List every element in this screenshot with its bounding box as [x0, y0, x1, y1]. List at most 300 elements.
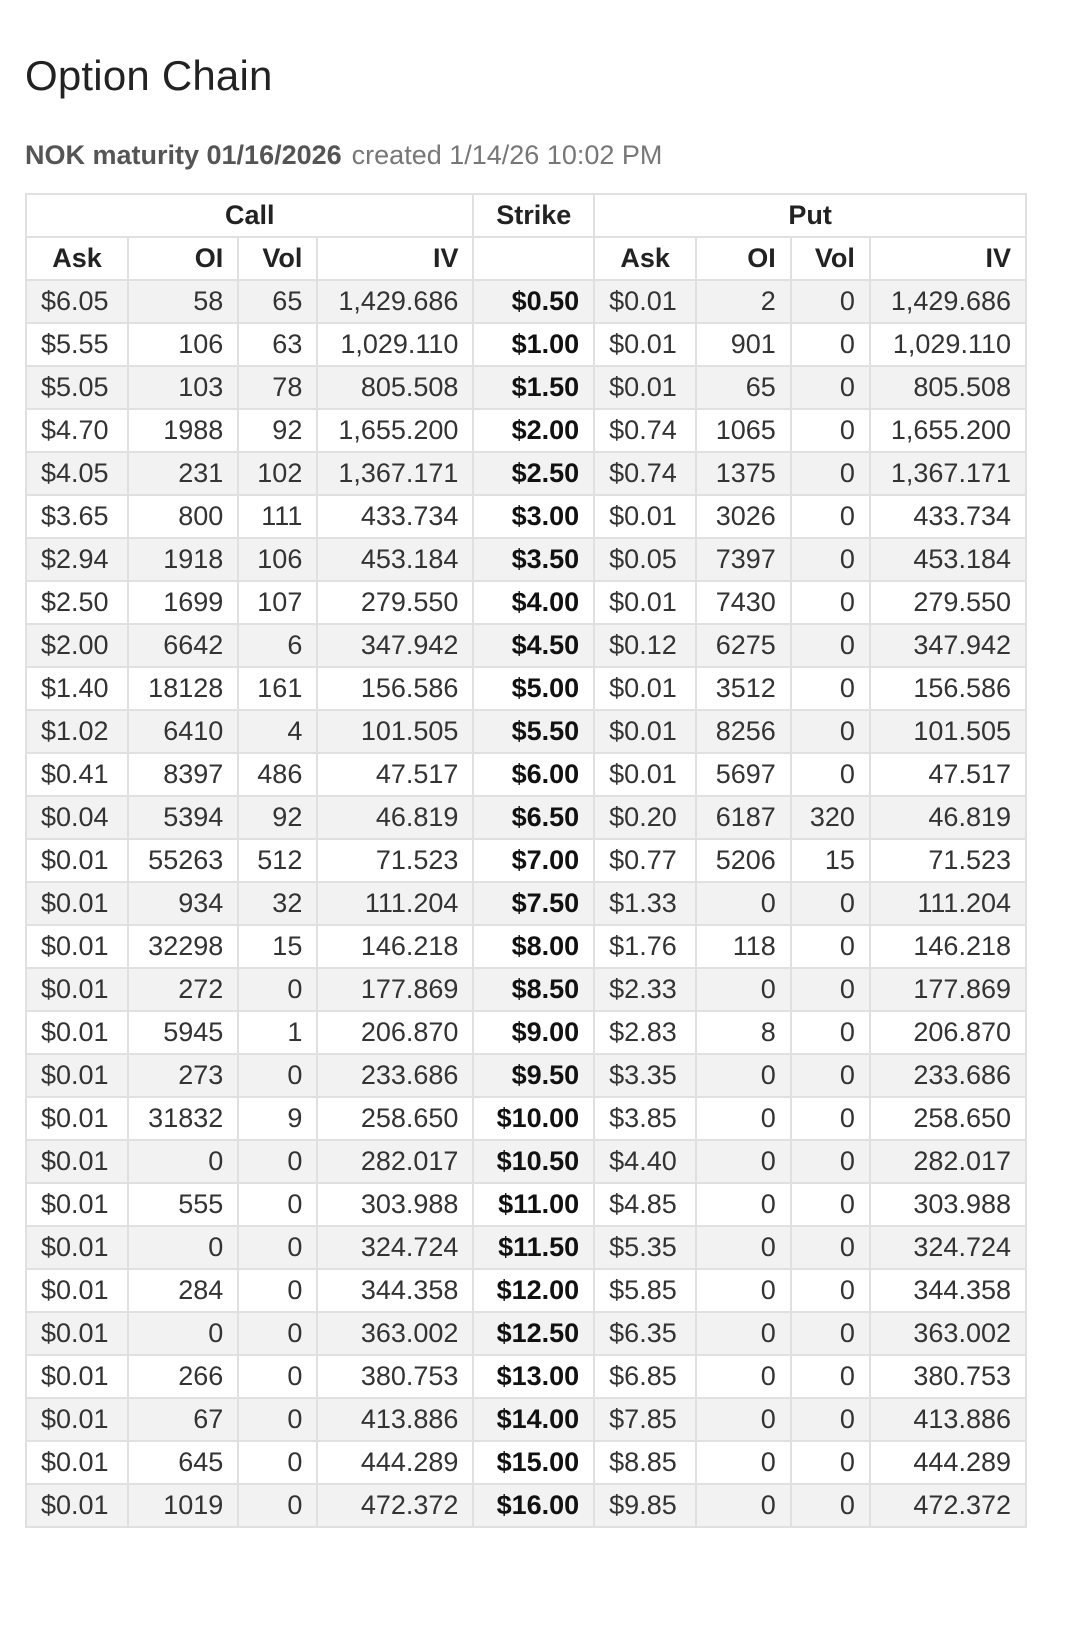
call-vol-header: Vol: [238, 237, 317, 280]
strike-cell: $10.00: [473, 1097, 594, 1140]
put-ask-cell: $0.01: [594, 581, 696, 624]
call-vol-cell: 1: [238, 1011, 317, 1054]
put-iv-cell: 453.184: [870, 538, 1026, 581]
put-vol-header: Vol: [791, 237, 870, 280]
call-vol-cell: 65: [238, 280, 317, 323]
put-iv-cell: 1,029.110: [870, 323, 1026, 366]
table-row: [26, 495, 1026, 538]
put-vol-cell: 0: [791, 1097, 870, 1140]
strike-cell: $2.50: [473, 452, 594, 495]
put-oi-cell: 5206: [696, 839, 791, 882]
call-ask-header: Ask: [26, 237, 128, 280]
put-oi-cell: 0: [696, 1226, 791, 1269]
put-ask-cell: $6.85: [594, 1355, 696, 1398]
call-oi-cell: 6410: [128, 710, 238, 753]
call-oi-cell: 5394: [128, 796, 238, 839]
put-iv-cell: 472.372: [870, 1484, 1026, 1527]
call-ask-cell: $1.02: [26, 710, 128, 753]
table-row: [26, 538, 1026, 581]
call-iv-cell: 380.753: [317, 1355, 473, 1398]
put-ask-cell: $0.01: [594, 280, 696, 323]
strike-cell: $9.00: [473, 1011, 594, 1054]
strike-cell: $15.00: [473, 1441, 594, 1484]
call-ask-cell: $0.01: [26, 1441, 128, 1484]
put-ask-cell: $4.85: [594, 1183, 696, 1226]
put-vol-cell: 0: [791, 1140, 870, 1183]
strike-cell: $7.50: [473, 882, 594, 925]
call-oi-cell: 31832: [128, 1097, 238, 1140]
call-iv-cell: 233.686: [317, 1054, 473, 1097]
table-row: [26, 753, 1026, 796]
call-ask-cell: $0.41: [26, 753, 128, 796]
call-ask-cell: $0.01: [26, 1011, 128, 1054]
put-vol-cell: 0: [791, 495, 870, 538]
call-ask-cell: $6.05: [26, 280, 128, 323]
table-row: [26, 1355, 1026, 1398]
call-oi-cell: 1699: [128, 581, 238, 624]
put-iv-cell: 282.017: [870, 1140, 1026, 1183]
table-row: [26, 882, 1026, 925]
put-ask-cell: $0.01: [594, 667, 696, 710]
call-ask-cell: $2.50: [26, 581, 128, 624]
put-oi-cell: 0: [696, 1398, 791, 1441]
put-ask-cell: $0.01: [594, 753, 696, 796]
put-iv-cell: 344.358: [870, 1269, 1026, 1312]
call-iv-cell: 282.017: [317, 1140, 473, 1183]
call-iv-cell: 1,367.171: [317, 452, 473, 495]
put-oi-cell: 0: [696, 1140, 791, 1183]
put-oi-cell: 8: [696, 1011, 791, 1054]
call-oi-cell: 555: [128, 1183, 238, 1226]
put-ask-cell: $0.77: [594, 839, 696, 882]
put-ask-cell: $0.05: [594, 538, 696, 581]
put-vol-cell: 0: [791, 624, 870, 667]
put-oi-cell: 65: [696, 366, 791, 409]
put-group-header: Put: [594, 194, 1026, 237]
call-iv-cell: 111.204: [317, 882, 473, 925]
call-oi-cell: 0: [128, 1312, 238, 1355]
put-oi-cell: 0: [696, 1097, 791, 1140]
call-ask-cell: $0.01: [26, 968, 128, 1011]
call-iv-cell: 347.942: [317, 624, 473, 667]
call-oi-cell: 0: [128, 1226, 238, 1269]
strike-cell: $5.50: [473, 710, 594, 753]
call-vol-cell: 9: [238, 1097, 317, 1140]
put-iv-cell: 303.988: [870, 1183, 1026, 1226]
put-oi-cell: 7430: [696, 581, 791, 624]
call-iv-cell: 258.650: [317, 1097, 473, 1140]
strike-cell: $6.50: [473, 796, 594, 839]
strike-cell: $11.50: [473, 1226, 594, 1269]
put-vol-cell: 0: [791, 1269, 870, 1312]
strike-cell: $1.50: [473, 366, 594, 409]
table-row: [26, 1011, 1026, 1054]
put-vol-cell: 320: [791, 796, 870, 839]
put-ask-cell: $2.83: [594, 1011, 696, 1054]
call-iv-cell: 146.218: [317, 925, 473, 968]
put-oi-cell: 3026: [696, 495, 791, 538]
put-iv-cell: 363.002: [870, 1312, 1026, 1355]
put-oi-cell: 0: [696, 1441, 791, 1484]
call-ask-cell: $5.55: [26, 323, 128, 366]
put-iv-cell: 347.942: [870, 624, 1026, 667]
put-ask-cell: $1.76: [594, 925, 696, 968]
put-ask-header: Ask: [594, 237, 696, 280]
call-vol-cell: 92: [238, 409, 317, 452]
call-iv-cell: 71.523: [317, 839, 473, 882]
call-ask-cell: $0.01: [26, 1355, 128, 1398]
strike-cell: $10.50: [473, 1140, 594, 1183]
table-row: [26, 581, 1026, 624]
call-iv-cell: 433.734: [317, 495, 473, 538]
strike-cell: $2.00: [473, 409, 594, 452]
put-ask-cell: $0.12: [594, 624, 696, 667]
put-vol-cell: 0: [791, 667, 870, 710]
put-iv-cell: 433.734: [870, 495, 1026, 538]
table-row: [26, 409, 1026, 452]
put-ask-cell: $5.35: [594, 1226, 696, 1269]
strike-cell: $14.00: [473, 1398, 594, 1441]
put-iv-cell: 279.550: [870, 581, 1026, 624]
call-oi-cell: 55263: [128, 839, 238, 882]
call-iv-cell: 472.372: [317, 1484, 473, 1527]
call-oi-cell: 8397: [128, 753, 238, 796]
put-vol-cell: 0: [791, 753, 870, 796]
call-oi-cell: 0: [128, 1140, 238, 1183]
chain-subtitle: [25, 140, 662, 171]
strike-cell: $8.50: [473, 968, 594, 1011]
call-oi-cell: 103: [128, 366, 238, 409]
call-vol-cell: 0: [238, 1054, 317, 1097]
table-row: [26, 366, 1026, 409]
table-row: [26, 1140, 1026, 1183]
put-vol-cell: 0: [791, 1226, 870, 1269]
call-ask-cell: $3.65: [26, 495, 128, 538]
put-vol-cell: 0: [791, 925, 870, 968]
call-oi-cell: 5945: [128, 1011, 238, 1054]
call-ask-cell: $1.40: [26, 667, 128, 710]
put-ask-cell: $4.40: [594, 1140, 696, 1183]
table-row: [26, 1398, 1026, 1441]
strike-cell: $4.50: [473, 624, 594, 667]
put-ask-cell: $0.74: [594, 452, 696, 495]
put-ask-cell: $3.35: [594, 1054, 696, 1097]
strike-header: [473, 237, 594, 280]
call-ask-cell: $0.01: [26, 1183, 128, 1226]
call-ask-cell: $0.01: [26, 1226, 128, 1269]
put-vol-cell: 0: [791, 1441, 870, 1484]
call-vol-cell: 111: [238, 495, 317, 538]
table-row: [26, 323, 1026, 366]
call-iv-cell: 1,655.200: [317, 409, 473, 452]
column-header-row: [26, 237, 1026, 280]
call-oi-cell: 645: [128, 1441, 238, 1484]
call-oi-cell: 1918: [128, 538, 238, 581]
strike-cell: $1.00: [473, 323, 594, 366]
put-iv-cell: 46.819: [870, 796, 1026, 839]
strike-cell: $4.00: [473, 581, 594, 624]
call-ask-cell: $4.05: [26, 452, 128, 495]
strike-cell: $3.00: [473, 495, 594, 538]
call-vol-cell: 4: [238, 710, 317, 753]
call-iv-cell: 805.508: [317, 366, 473, 409]
put-oi-cell: 0: [696, 1269, 791, 1312]
put-vol-cell: 15: [791, 839, 870, 882]
put-oi-cell: 0: [696, 1355, 791, 1398]
table-row: [26, 1097, 1026, 1140]
strike-cell: $0.50: [473, 280, 594, 323]
table-row: [26, 452, 1026, 495]
call-vol-cell: 15: [238, 925, 317, 968]
put-iv-cell: 177.869: [870, 968, 1026, 1011]
put-iv-cell: 380.753: [870, 1355, 1026, 1398]
created-timestamp: created 1/14/26 10:02 PM: [351, 140, 663, 170]
call-oi-cell: 32298: [128, 925, 238, 968]
call-vol-cell: 107: [238, 581, 317, 624]
call-oi-cell: 272: [128, 968, 238, 1011]
put-ask-cell: $0.20: [594, 796, 696, 839]
call-oi-header: OI: [128, 237, 238, 280]
put-ask-cell: $5.85: [594, 1269, 696, 1312]
call-vol-cell: 0: [238, 1140, 317, 1183]
strike-cell: $13.00: [473, 1355, 594, 1398]
strike-cell: $5.00: [473, 667, 594, 710]
table-row: [26, 1183, 1026, 1226]
put-ask-cell: $3.85: [594, 1097, 696, 1140]
call-oi-cell: 273: [128, 1054, 238, 1097]
put-ask-cell: $7.85: [594, 1398, 696, 1441]
call-vol-cell: 102: [238, 452, 317, 495]
call-vol-cell: 6: [238, 624, 317, 667]
call-iv-cell: 453.184: [317, 538, 473, 581]
put-iv-cell: 1,429.686: [870, 280, 1026, 323]
call-oi-cell: 266: [128, 1355, 238, 1398]
call-iv-cell: 206.870: [317, 1011, 473, 1054]
table-row: [26, 839, 1026, 882]
put-iv-cell: 1,655.200: [870, 409, 1026, 452]
call-vol-cell: 0: [238, 968, 317, 1011]
put-oi-cell: 1065: [696, 409, 791, 452]
table-row: [26, 1269, 1026, 1312]
call-iv-cell: 177.869: [317, 968, 473, 1011]
call-ask-cell: $0.04: [26, 796, 128, 839]
call-ask-cell: $0.01: [26, 1398, 128, 1441]
call-ask-cell: $0.01: [26, 1269, 128, 1312]
put-oi-cell: 6275: [696, 624, 791, 667]
call-iv-cell: 156.586: [317, 667, 473, 710]
put-iv-cell: 47.517: [870, 753, 1026, 796]
table-row: [26, 280, 1026, 323]
call-ask-cell: $0.01: [26, 1054, 128, 1097]
call-vol-cell: 0: [238, 1183, 317, 1226]
put-oi-cell: 0: [696, 968, 791, 1011]
call-vol-cell: 92: [238, 796, 317, 839]
call-vol-cell: 0: [238, 1441, 317, 1484]
call-oi-cell: 106: [128, 323, 238, 366]
put-ask-cell: $1.33: [594, 882, 696, 925]
call-vol-cell: 0: [238, 1312, 317, 1355]
call-iv-cell: 303.988: [317, 1183, 473, 1226]
call-vol-cell: 63: [238, 323, 317, 366]
call-ask-cell: $2.94: [26, 538, 128, 581]
group-header-row: [26, 194, 1026, 237]
call-oi-cell: 1019: [128, 1484, 238, 1527]
table-row: [26, 667, 1026, 710]
call-vol-cell: 486: [238, 753, 317, 796]
put-oi-cell: 118: [696, 925, 791, 968]
put-vol-cell: 0: [791, 1355, 870, 1398]
strike-cell: $11.00: [473, 1183, 594, 1226]
option-chain-table: [25, 193, 1027, 1528]
call-iv-cell: 279.550: [317, 581, 473, 624]
call-oi-cell: 18128: [128, 667, 238, 710]
put-iv-cell: 71.523: [870, 839, 1026, 882]
table-row: [26, 1441, 1026, 1484]
call-iv-cell: 46.819: [317, 796, 473, 839]
call-oi-cell: 1988: [128, 409, 238, 452]
call-ask-cell: $2.00: [26, 624, 128, 667]
call-ask-cell: $0.01: [26, 882, 128, 925]
put-vol-cell: 0: [791, 1183, 870, 1226]
strike-cell: $12.00: [473, 1269, 594, 1312]
put-iv-cell: 324.724: [870, 1226, 1026, 1269]
call-vol-cell: 0: [238, 1226, 317, 1269]
strike-cell: $6.00: [473, 753, 594, 796]
put-oi-cell: 901: [696, 323, 791, 366]
put-iv-cell: 206.870: [870, 1011, 1026, 1054]
call-iv-cell: 344.358: [317, 1269, 473, 1312]
table-row: [26, 925, 1026, 968]
put-oi-cell: 0: [696, 1484, 791, 1527]
put-ask-cell: $0.01: [594, 495, 696, 538]
put-iv-cell: 258.650: [870, 1097, 1026, 1140]
put-iv-header: IV: [870, 237, 1026, 280]
call-ask-cell: $4.70: [26, 409, 128, 452]
put-iv-cell: 233.686: [870, 1054, 1026, 1097]
put-oi-cell: 0: [696, 1312, 791, 1355]
strike-cell: $8.00: [473, 925, 594, 968]
strike-cell: $3.50: [473, 538, 594, 581]
call-iv-cell: 444.289: [317, 1441, 473, 1484]
put-ask-cell: $0.01: [594, 366, 696, 409]
put-ask-cell: $6.35: [594, 1312, 696, 1355]
call-iv-cell: 1,429.686: [317, 280, 473, 323]
put-ask-cell: $2.33: [594, 968, 696, 1011]
strike-cell: $7.00: [473, 839, 594, 882]
call-oi-cell: 934: [128, 882, 238, 925]
table-row: [26, 1226, 1026, 1269]
call-iv-cell: 324.724: [317, 1226, 473, 1269]
put-iv-cell: 805.508: [870, 366, 1026, 409]
put-iv-cell: 146.218: [870, 925, 1026, 968]
call-ask-cell: $0.01: [26, 1140, 128, 1183]
table-row: [26, 968, 1026, 1011]
call-iv-cell: 101.505: [317, 710, 473, 753]
put-oi-cell: 0: [696, 1183, 791, 1226]
put-ask-cell: $0.74: [594, 409, 696, 452]
call-iv-header: IV: [317, 237, 473, 280]
call-ask-cell: $0.01: [26, 839, 128, 882]
table-row: [26, 624, 1026, 667]
call-iv-cell: 1,029.110: [317, 323, 473, 366]
strike-cell: $9.50: [473, 1054, 594, 1097]
put-oi-cell: 7397: [696, 538, 791, 581]
put-oi-cell: 1375: [696, 452, 791, 495]
put-vol-cell: 0: [791, 581, 870, 624]
call-iv-cell: 363.002: [317, 1312, 473, 1355]
put-iv-cell: 1,367.171: [870, 452, 1026, 495]
call-vol-cell: 512: [238, 839, 317, 882]
put-vol-cell: 0: [791, 280, 870, 323]
call-oi-cell: 67: [128, 1398, 238, 1441]
call-vol-cell: 0: [238, 1484, 317, 1527]
call-vol-cell: 106: [238, 538, 317, 581]
strike-group-header: Strike: [473, 194, 594, 237]
put-oi-cell: 8256: [696, 710, 791, 753]
put-vol-cell: 0: [791, 882, 870, 925]
page-title: Option Chain: [25, 52, 273, 99]
call-group-header: Call: [26, 194, 473, 237]
put-vol-cell: 0: [791, 366, 870, 409]
table-row: [26, 796, 1026, 839]
put-vol-cell: 0: [791, 1484, 870, 1527]
put-ask-cell: $8.85: [594, 1441, 696, 1484]
call-ask-cell: $0.01: [26, 1484, 128, 1527]
call-iv-cell: 413.886: [317, 1398, 473, 1441]
call-vol-cell: 0: [238, 1269, 317, 1312]
put-oi-header: OI: [696, 237, 791, 280]
put-vol-cell: 0: [791, 323, 870, 366]
strike-cell: $12.50: [473, 1312, 594, 1355]
put-oi-cell: 0: [696, 882, 791, 925]
put-ask-cell: $9.85: [594, 1484, 696, 1527]
put-iv-cell: 101.505: [870, 710, 1026, 753]
put-iv-cell: 444.289: [870, 1441, 1026, 1484]
put-oi-cell: 6187: [696, 796, 791, 839]
put-iv-cell: 413.886: [870, 1398, 1026, 1441]
put-oi-cell: 3512: [696, 667, 791, 710]
put-vol-cell: 0: [791, 1054, 870, 1097]
put-vol-cell: 0: [791, 1312, 870, 1355]
call-vol-cell: 0: [238, 1355, 317, 1398]
call-vol-cell: 161: [238, 667, 317, 710]
table-row: [26, 1484, 1026, 1527]
put-vol-cell: 0: [791, 1398, 870, 1441]
call-ask-cell: $0.01: [26, 1097, 128, 1140]
put-iv-cell: 111.204: [870, 882, 1026, 925]
call-oi-cell: 284: [128, 1269, 238, 1312]
put-vol-cell: 0: [791, 1011, 870, 1054]
table-row: [26, 1054, 1026, 1097]
call-oi-cell: 6642: [128, 624, 238, 667]
put-iv-cell: 156.586: [870, 667, 1026, 710]
put-vol-cell: 0: [791, 452, 870, 495]
put-oi-cell: 5697: [696, 753, 791, 796]
put-vol-cell: 0: [791, 538, 870, 581]
call-iv-cell: 47.517: [317, 753, 473, 796]
strike-cell: $16.00: [473, 1484, 594, 1527]
call-oi-cell: 800: [128, 495, 238, 538]
call-ask-cell: $5.05: [26, 366, 128, 409]
call-ask-cell: $0.01: [26, 1312, 128, 1355]
put-ask-cell: $0.01: [594, 323, 696, 366]
call-oi-cell: 231: [128, 452, 238, 495]
table-row: [26, 1312, 1026, 1355]
put-oi-cell: 0: [696, 1054, 791, 1097]
put-vol-cell: 0: [791, 710, 870, 753]
put-vol-cell: 0: [791, 409, 870, 452]
put-vol-cell: 0: [791, 968, 870, 1011]
